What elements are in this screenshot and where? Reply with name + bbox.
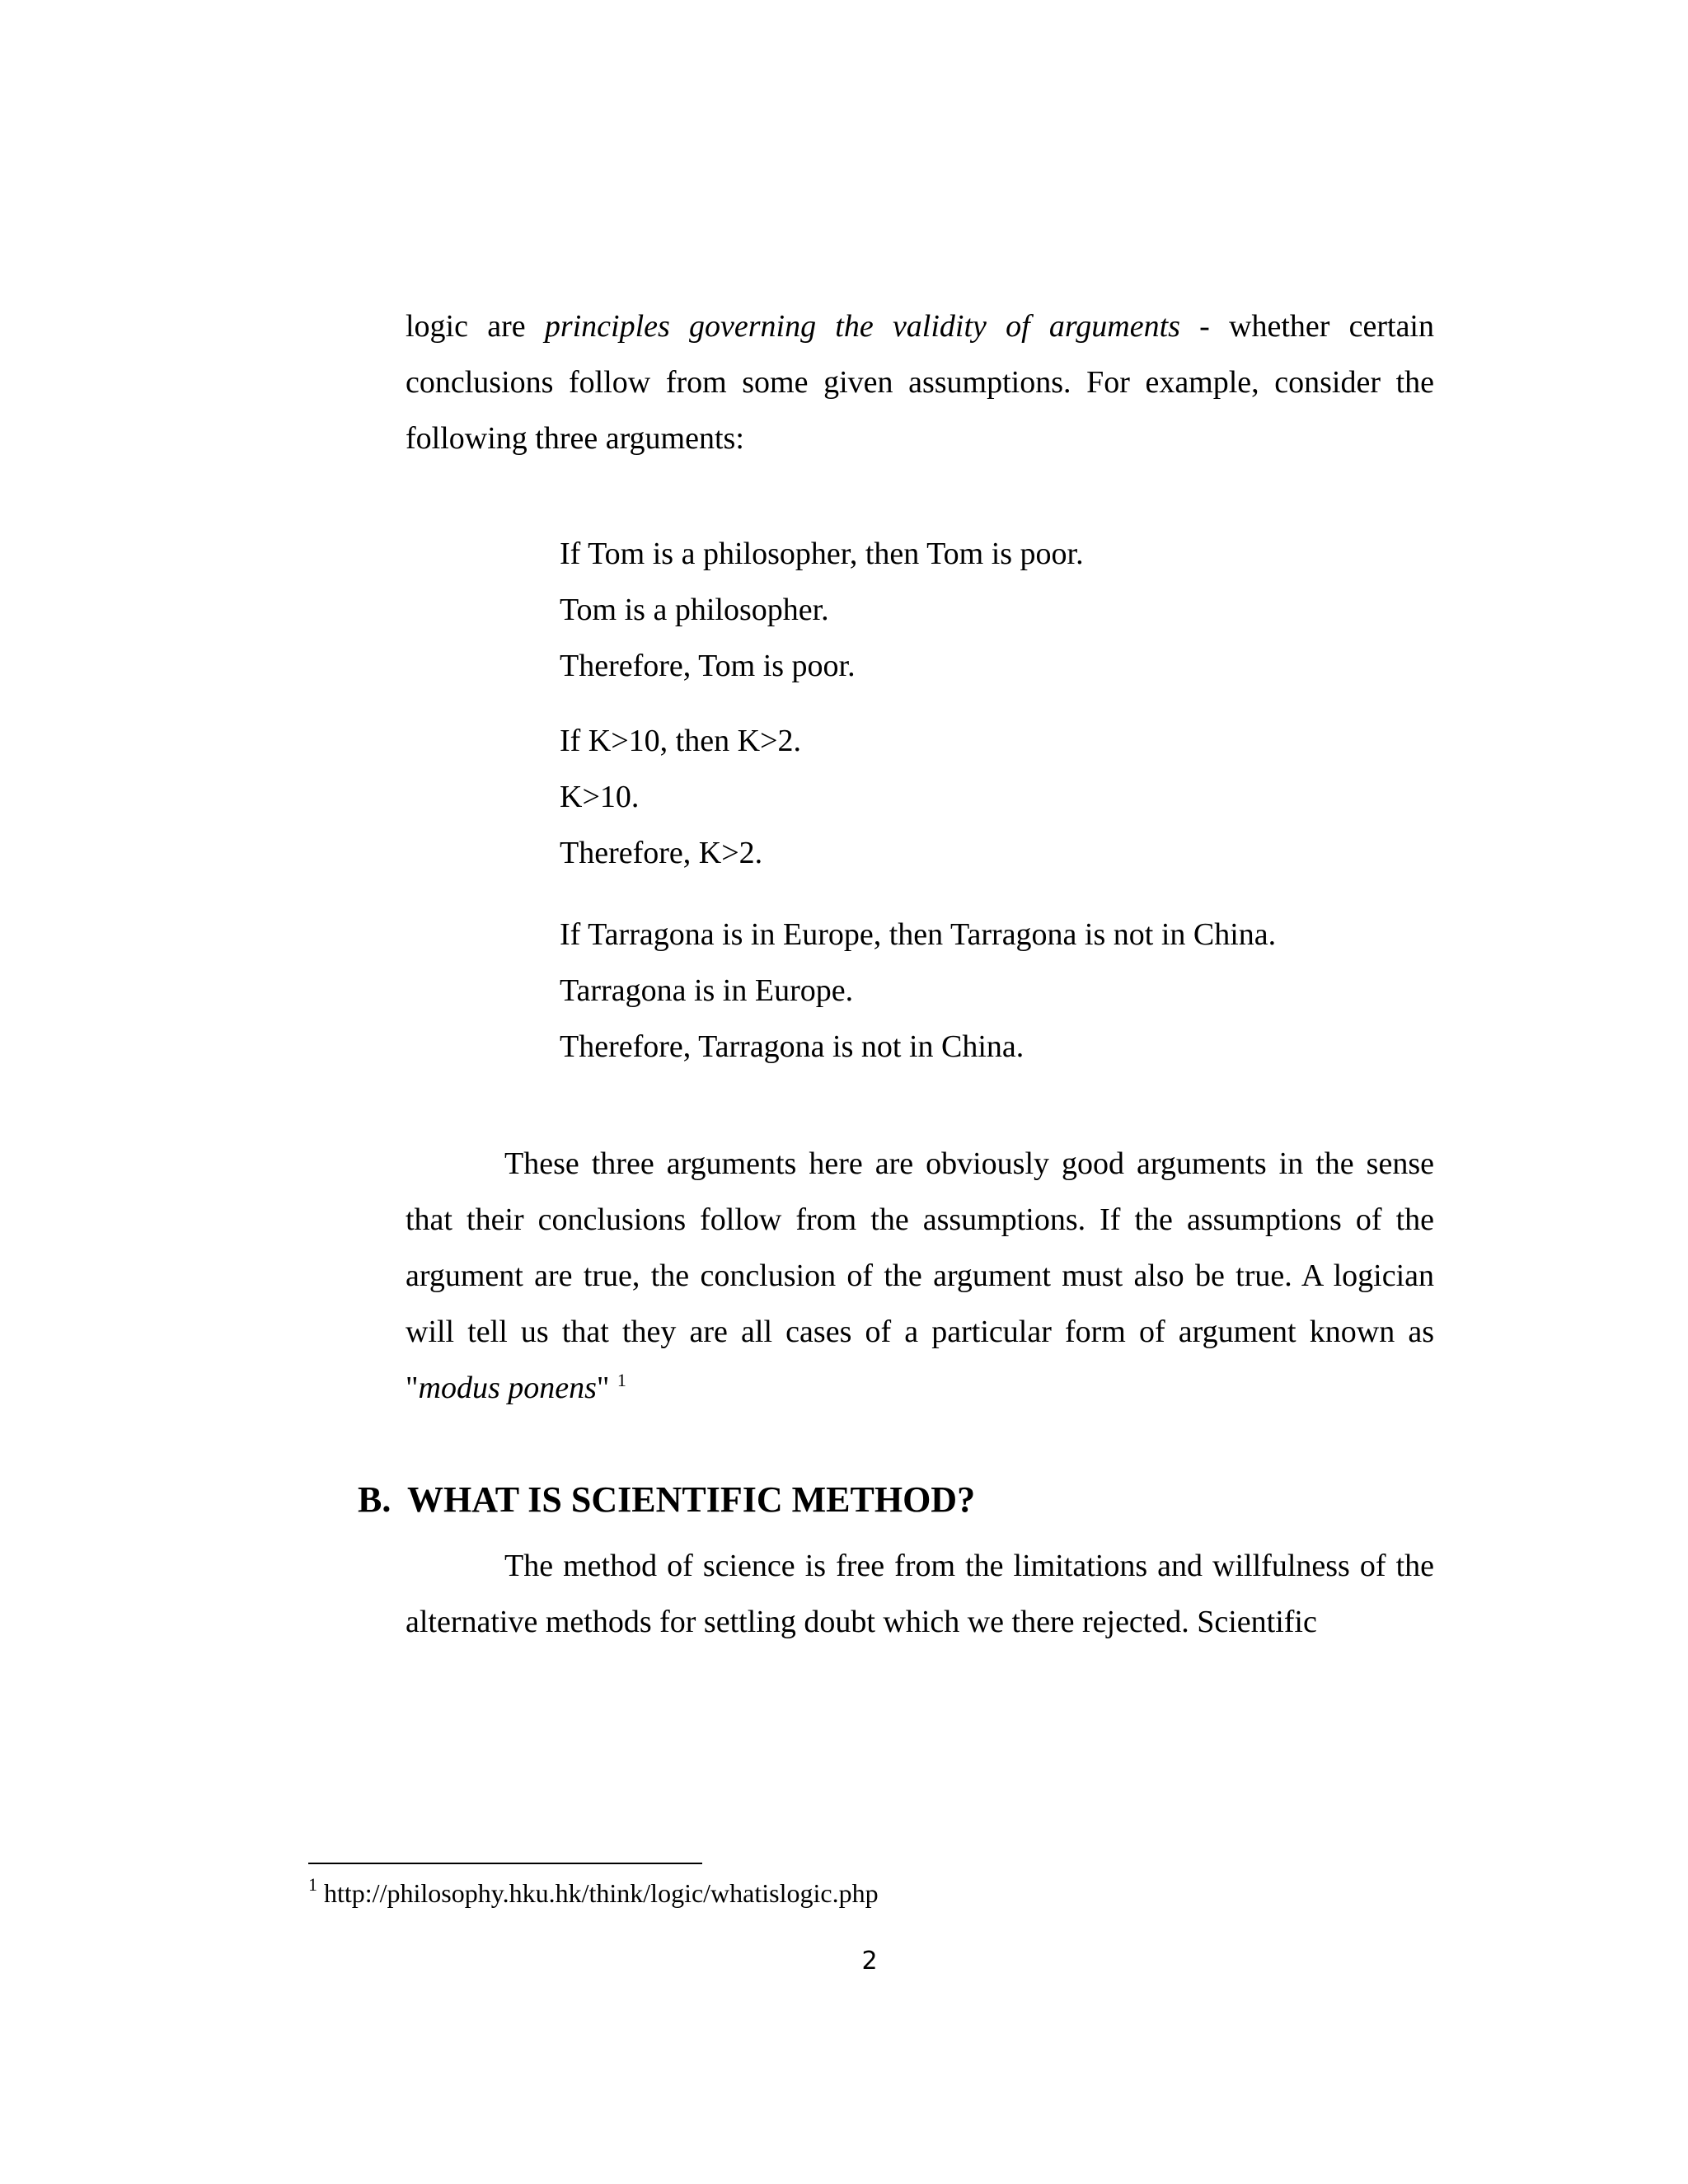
page-number: 2 [861, 1947, 878, 1975]
paragraph-modus-ponens [406, 1136, 1434, 1416]
argument-block-3 [560, 907, 1276, 1075]
argument-line: K>10. [560, 780, 640, 814]
paragraph-text: - whether certain conclusions follow from some given assumptions. For example, consider the following three arguments: [406, 309, 1434, 456]
section-title: WHAT IS SCIENTIFIC METHOD? [407, 1479, 976, 1520]
argument-block-2 [560, 713, 801, 881]
argument-line: If Tom is a philosopher, then Tom is poor. [560, 537, 1084, 571]
paragraph-text: The method of science is free from the limitations and willfulness of the alternative methods for settling doubt which we there rejected. Scientific [406, 1549, 1434, 1639]
argument-line: Tom is a philosopher. [560, 593, 829, 627]
argument-line: Tarragona is in Europe. [560, 973, 854, 1008]
argument-line: Therefore, Tarragona is not in China. [560, 1029, 1025, 1064]
footnote-number: 1 [308, 1874, 317, 1895]
paragraph-text: " [596, 1371, 617, 1405]
footnote-divider [308, 1863, 702, 1864]
argument-block-1 [560, 526, 1084, 694]
argument-line: If Tarragona is in Europe, then Tarragona is not in China. [560, 917, 1277, 952]
section-marker: B. [358, 1479, 392, 1520]
footnote-link[interactable]: http://philosophy.hku.hk/think/logic/whatislogic.php [324, 1878, 879, 1908]
section-heading [358, 1472, 975, 1528]
emphasis-text: modus ponens [418, 1371, 597, 1405]
argument-line: Therefore, Tom is poor. [560, 649, 856, 683]
paragraph-text: These three arguments here are obviously good arguments in the sense that their conclusions follow from the assumptions. If the assumptions of the argument are true, the conclusion of the argument must also be true. A logician will tell us that they are all cases of a particular form of argument known as " [406, 1146, 1434, 1405]
emphasis-text: principles governing the validity of arguments [544, 309, 1180, 344]
paragraph-text: logic are [406, 309, 545, 344]
footnote [308, 1874, 879, 1912]
paragraph-logic-definition [406, 298, 1434, 466]
paragraph-scientific-method [406, 1538, 1434, 1650]
argument-line: If K>10, then K>2. [560, 724, 801, 758]
argument-line: Therefore, K>2. [560, 836, 763, 870]
footnote-reference[interactable]: 1 [617, 1370, 626, 1390]
